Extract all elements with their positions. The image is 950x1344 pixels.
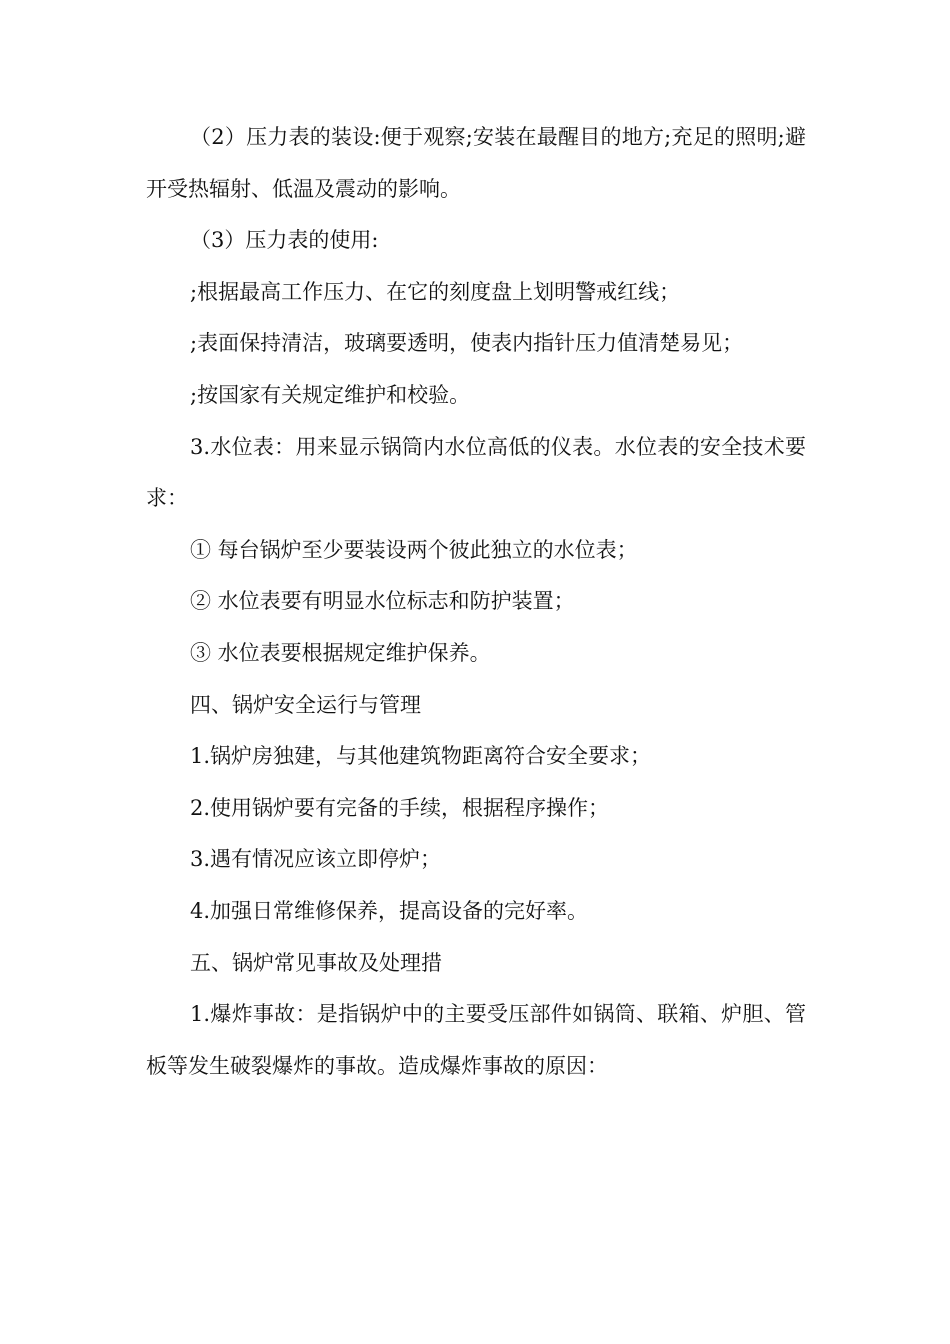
section-heading-common-accidents: 五、锅炉常见事故及处理措 bbox=[190, 950, 442, 975]
paragraph-pressure-gauge-usage-heading: （3）压力表的使用: bbox=[190, 228, 379, 253]
section-heading-operation-management: 四、锅炉安全运行与管理 bbox=[190, 692, 421, 717]
paragraph-usage-clean-surface: ;表面保持清洁，玻璃要透明，使表内指针压力值清楚易见； bbox=[190, 331, 744, 356]
paragraph-water-level-gauge: 3.水位表：用来显示锅筒内水位高低的仪表。水位表的安全技术要求： bbox=[146, 434, 806, 511]
paragraph-management-item-3: 3.遇有情况应该立即停炉； bbox=[190, 847, 442, 872]
document-body bbox=[146, 112, 806, 1092]
paragraph-usage-red-line: ;根据最高工作压力、在它的刻度盘上划明警戒红线； bbox=[190, 279, 681, 304]
paragraph-management-item-1: 1.锅炉房独建，与其他建筑物距离符合安全要求； bbox=[190, 744, 652, 769]
paragraph-management-item-4: 4.加强日常维修保养，提高设备的完好率。 bbox=[190, 898, 589, 923]
paragraph-pressure-gauge-installation: （2）压力表的装设:便于观察;安装在最醒目的地方;充足的照明;避开受热辐射、低温及震动的影响。 bbox=[146, 125, 806, 201]
paragraph-management-item-2: 2.使用锅炉要有完备的手续，根据程序操作； bbox=[190, 795, 610, 820]
paragraph-usage-maintenance: ;按国家有关规定维护和校验。 bbox=[190, 382, 471, 407]
paragraph-water-level-item-1: ① 每台锅炉至少要装设两个彼此独立的水位表； bbox=[190, 537, 638, 562]
paragraph-explosion-accident: 1.爆炸事故：是指锅炉中的主要受压部件如锅筒、联箱、炉胆、管板等发生破裂爆炸的事故。造成爆炸事故的原因： bbox=[146, 1002, 806, 1078]
paragraph-water-level-item-2: ② 水位表要有明显水位标志和防护装置； bbox=[190, 589, 575, 614]
paragraph-water-level-item-3: ③ 水位表要根据规定维护保养。 bbox=[190, 640, 491, 665]
